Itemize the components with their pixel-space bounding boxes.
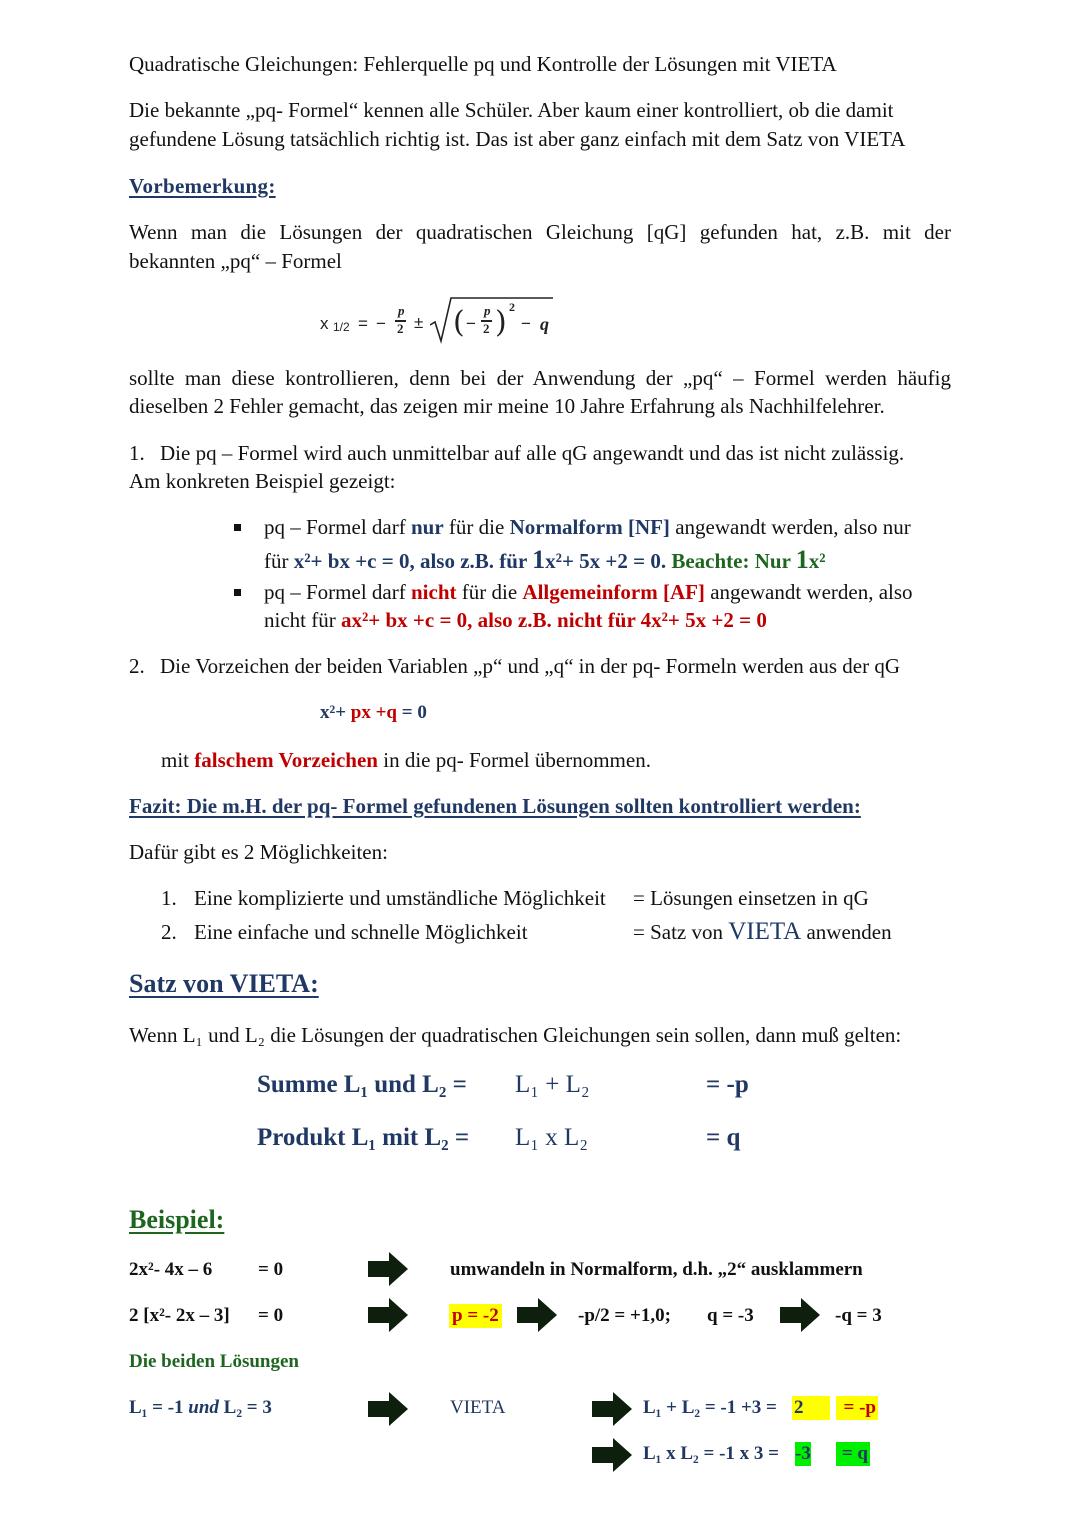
vorbemerkung-heading: Vorbemerkung: [129, 174, 276, 198]
formula-equals: = [358, 314, 368, 333]
moeglichkeit-1-label: Eine komplizierte und umständliche Möglichkeit [194, 886, 606, 910]
solution-l2: L₂ = 3 [218, 1397, 272, 1418]
coefficient-one: 1 [532, 545, 546, 574]
formula-fraction-numerator: p [398, 303, 405, 318]
page-title: Quadratische Gleichungen: Fehlerquelle pq und Kontrolle der Lösungen mit VIETA [129, 52, 837, 76]
formula-plus-minus: ± [414, 313, 424, 332]
example-equals-zero-2: = 0 [258, 1305, 284, 1326]
formula-open-paren: ( [453, 305, 465, 340]
error-2-equation [320, 700, 427, 726]
sum-check-value: 2 [792, 1396, 830, 1420]
text-segment: in die pq- Formel übernommen. [378, 748, 651, 772]
example-equals-zero-1: = 0 [258, 1259, 284, 1280]
text-segment: für die [456, 580, 523, 604]
allgemeinform-equation: ax²+ bx +c = 0, also z.B. nicht für 4x²+ 5x +2 = 0 [340, 608, 767, 632]
product-check-result: = q [836, 1442, 870, 1466]
solutions [129, 1396, 272, 1420]
formula-fraction-denominator: 2 [397, 321, 404, 336]
text-segment: nicht für [264, 608, 341, 632]
normalform-equation: x²+ bx +c = 0, also z.B. für [293, 549, 533, 573]
sum-result: = -p [706, 1071, 749, 1098]
moeglichkeit-1-number: 1. [161, 886, 177, 910]
error-1-number: 1. [129, 441, 145, 465]
product-check-value: -3 [795, 1443, 811, 1464]
arrow-right-icon [368, 1252, 408, 1286]
p-value: p = -2 [449, 1304, 502, 1328]
moeglichkeit-2-label: Eine einfache und schnelle Möglichkeit [194, 920, 528, 944]
arrow-right-icon [592, 1392, 632, 1426]
sum-check-expression: L₁ + L₂ = -1 +3 = [643, 1397, 777, 1418]
satz-heading: Satz von VIETA: [129, 969, 319, 998]
intro-line-2: gefundene Lösung tatsächlich richtig ist. Das ist aber ganz einfach mit dem Satz von VIETA [129, 127, 906, 151]
vorbemerkung-para2-line-1: sollte man diese kontrollieren, denn bei der Anwendung der „pq“ – Formel werden häufig [129, 366, 951, 390]
vieta-label: VIETA [450, 1397, 506, 1418]
arrow-right-icon [517, 1298, 557, 1332]
arrow-right-icon [368, 1298, 408, 1332]
beispiel-heading: Beispiel: [129, 1205, 225, 1234]
arrow-right-icon [592, 1438, 632, 1472]
arrow-right-icon [368, 1392, 408, 1426]
vieta-name: VIETA [728, 918, 802, 945]
equation-equals-zero: = 0 [397, 702, 427, 723]
example-equation-2: 2 [x²- 2x – 3] [129, 1305, 230, 1326]
beachte-coefficient-one: 1 [795, 545, 809, 574]
bullet-nf-line-2 [264, 547, 826, 574]
example-equation-1: 2x²- 4x – 6 [129, 1259, 213, 1280]
equation-px-q: px +q [350, 702, 397, 723]
satz-condition: Wenn L₁ und L₂ die Lösungen der quadratischen Gleichungen sein sollen, dann muß gelten: [129, 1023, 902, 1047]
bullet-icon [234, 524, 241, 531]
half-p-value: -p/2 = +1,0; [578, 1305, 671, 1326]
formula-minus: − [376, 314, 386, 333]
text-segment: pq – Formel darf [264, 580, 411, 604]
product-check-expression: L₁ x L₂ = -1 x 3 = [643, 1443, 779, 1464]
square-root-icon [430, 294, 556, 344]
moeglichkeit-1-method: = Lösungen einsetzen in qG [633, 886, 869, 910]
bullet-af-line-1 [264, 579, 913, 605]
emphasis-falschem-vorzeichen: falschem Vorzeichen [194, 748, 378, 772]
moeglichkeiten-intro: Dafür gibt es 2 Möglichkeiten: [129, 840, 388, 864]
emphasis-normalform: Normalform [NF] [509, 515, 670, 539]
beachte-note: Beachte: Nur [666, 549, 796, 573]
emphasis-nur: nur [410, 515, 444, 539]
moeglichkeit-2-method [633, 919, 892, 945]
text-segment: angewandt werden, also nur [669, 515, 911, 539]
sum-expression: L₁ + L₂ [515, 1071, 590, 1098]
emphasis-nicht: nicht [410, 580, 457, 604]
intro-line-1: Die bekannte „pq- Formel“ kennen alle Schüler. Aber kaum einer kontrolliert, ob die damit [129, 98, 894, 122]
solution-l1: L₁ = -1 [129, 1397, 189, 1418]
formula-minus-q: − [521, 314, 531, 333]
formula-inner-minus: − [466, 314, 476, 333]
text-segment: pq – Formel darf [264, 515, 411, 539]
vorbemerkung-para2-line-2: dieselben 2 Fehler gemacht, das zeigen mir meine 10 Jahre Erfahrung als Nachhilfelehrer. [129, 394, 885, 418]
text-segment: = Satz von [633, 920, 729, 944]
formula-variable-x: x [320, 314, 329, 333]
bullet-af-line-2 [264, 607, 767, 633]
sum-label: Summe L₁ und L₂ = [257, 1071, 467, 1098]
product-label: Produkt L₁ mit L₂ = [257, 1124, 470, 1151]
example-note: umwandeln in Normalform, d.h. „2“ ausklammern [450, 1259, 863, 1280]
error-1-example-intro: Am konkreten Beispiel gezeigt: [129, 469, 396, 493]
q-value: q = -3 [707, 1305, 754, 1326]
solutions-label: Die beiden Lösungen [129, 1351, 299, 1372]
text-segment: angewandt werden, also [704, 580, 913, 604]
product-expression: L₁ x L₂ [515, 1124, 588, 1151]
negative-q-value: -q = 3 [835, 1305, 882, 1326]
equation-x-squared: x²+ [320, 702, 351, 723]
solution-und: und [188, 1397, 219, 1418]
formula-index: 1/2 [333, 320, 350, 334]
moeglichkeit-2-number: 2. [161, 920, 177, 944]
vorbemerkung-para1-line-2: bekannten „pq“ – Formel [129, 249, 342, 273]
fazit-heading: Fazit: Die m.H. der pq- Formel gefundenen Lösungen sollten kontrolliert werden: [129, 794, 861, 818]
formula-close-paren: ) [495, 305, 507, 340]
formula-variable-q: q [540, 314, 549, 334]
error-2-consequence [161, 747, 651, 773]
normalform-example: x²+ 5x +2 = 0. [545, 549, 667, 573]
product-result: = q [706, 1124, 741, 1151]
bullet-icon [234, 589, 241, 596]
error-2-text: Die Vorzeichen der beiden Variablen „p“ und „q“ in der pq- Formeln werden aus der qG [160, 654, 900, 678]
pq-formula [318, 294, 558, 346]
bullet-nf-line-1 [264, 514, 911, 540]
error-1-text: Die pq – Formel wird auch unmittelbar auf alle qG angewandt und das ist nicht zulässig. [160, 441, 905, 465]
sum-check-result: = -p [836, 1396, 878, 1420]
error-2-number: 2. [129, 654, 145, 678]
text-segment: für die [443, 515, 510, 539]
formula-inner-denominator: 2 [483, 321, 490, 336]
text-segment: für [264, 549, 294, 573]
vorbemerkung-para1-line-1: Wenn man die Lösungen der quadratischen Gleichung [qG] gefunden hat, z.B. mit der [129, 220, 951, 244]
formula-exponent: 2 [509, 300, 515, 314]
formula-inner-numerator: p [484, 303, 491, 318]
arrow-right-icon [780, 1298, 820, 1332]
beachte-x-squared: x² [808, 549, 826, 573]
text-segment: mit [161, 748, 195, 772]
emphasis-allgemeinform: Allgemeinform [AF] [522, 580, 705, 604]
text-segment: anwenden [801, 920, 892, 944]
